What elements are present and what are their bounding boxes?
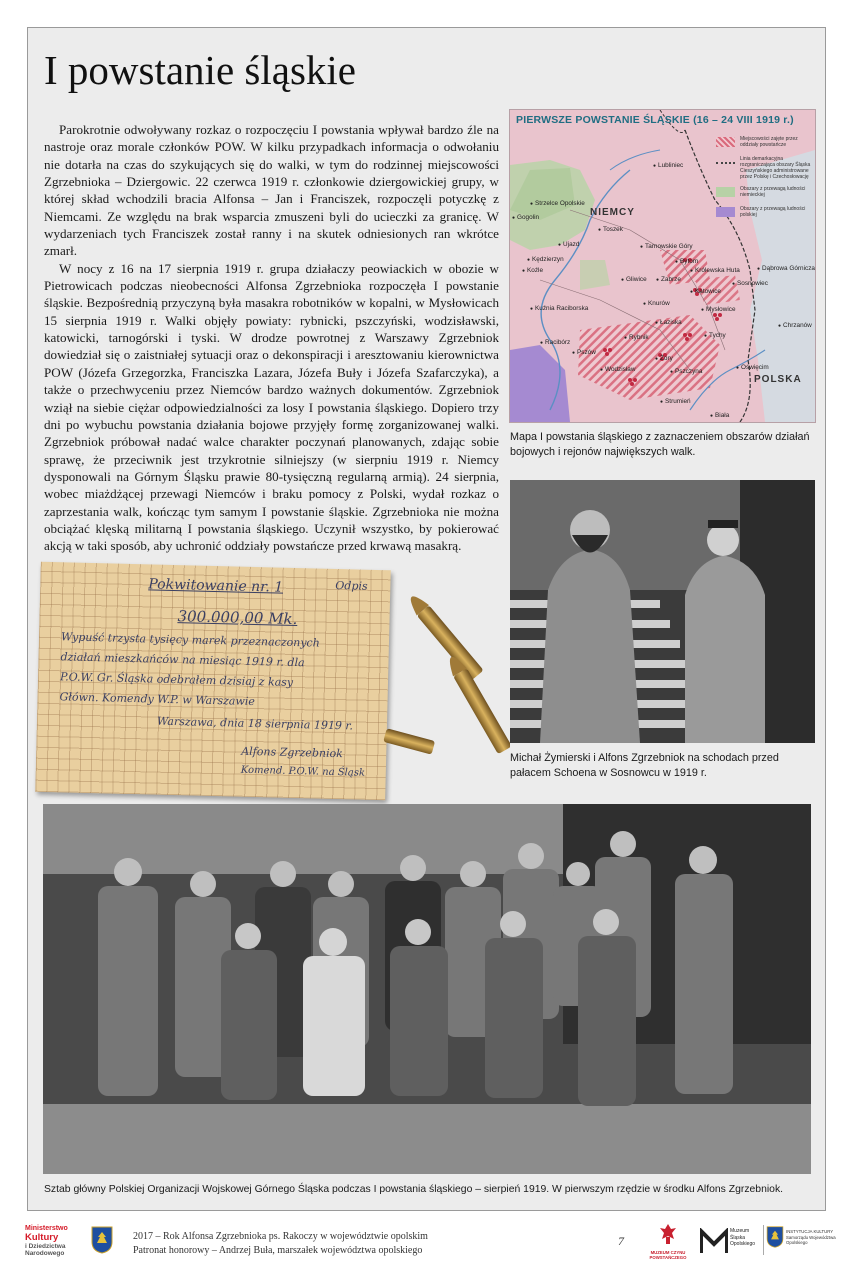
opolskie-coat-of-arms-icon [91, 1226, 113, 1254]
map-town: ● Bytom [675, 258, 698, 265]
doc-line: P.O.W. Gr. Śląska odebrałem dzisiaj z kasy [59, 670, 294, 689]
article-body [44, 121, 499, 555]
doc-line: Warszawa, dnia 18 sierpnia 1919 r. [156, 714, 354, 733]
map-town: ● Kuźnia Raciborska [530, 305, 588, 312]
legend-swatch-polish [716, 207, 735, 217]
doc-line: Wypuść trzysta tysięcy marek przeznaczonych [60, 630, 320, 650]
photo-graphic [510, 480, 815, 743]
map-town: ● Strumień [660, 398, 691, 405]
page-title: I powstanie śląskie [44, 47, 356, 93]
map-label-poland: POLSKA [754, 374, 802, 385]
legend-item: Miejscowości zajęte przez oddziały powstańcze [716, 136, 812, 150]
map-town: ● Chrzanów [778, 322, 812, 329]
eagle-icon [659, 1223, 677, 1245]
legend-swatch-occupied [716, 137, 735, 147]
map-town: ● Toszek [598, 226, 623, 233]
doc-line: Główn. Komendy W.P. w Warszawie [59, 690, 256, 709]
opolskie-coat-of-arms-small-icon [766, 1226, 784, 1248]
photo-pow-headquarters-staff [43, 804, 811, 1174]
legend-item: Obszary z przewagą ludności niemieckiej [716, 186, 812, 200]
map-town: ● Oświęcim [736, 364, 769, 371]
map-town: ● Wodzisław [600, 366, 635, 373]
photo1-caption: Michał Żymierski i Alfons Zgrzebniok na schodach przed pałacem Schoena w Sosnowcu w 1919 r. [510, 752, 779, 779]
legend-swatch-line [716, 162, 735, 164]
map-town: ● Gogolin [512, 214, 539, 221]
map-town: ● Biała [710, 412, 729, 419]
map-town: ● Dąbrowa Górnicza [757, 265, 815, 272]
map-town: ● Żory [655, 355, 673, 362]
ministry-logo: Ministerstwo Kultury i Dziedzictwa Narodowego [25, 1225, 68, 1257]
footer-line-2: Patronat honorowy – Andrzej Buła, marszałek województwa opolskiego [133, 1245, 423, 1256]
map-town: ● Koźle [522, 267, 543, 274]
footer: Ministerstwo Kultury i Dziedzictwa Narodowego 2017 – Rok Alfonsa Zgrzebnioka ps. Rakoczy w województwie opolskim Patronat honorowy – Andrzej Buła, marszałek województwa opolskiego 7 MUZEUM CZYNU POWSTAŃCZEGO Muzeum Śląska Opolskiego INSTYTUCJA KULTURY Samorządu Województwa Opolskiego [25, 1225, 836, 1260]
legend-item: Obszary z przewagą ludności polskiej [716, 206, 812, 220]
map-town: ● Tychy [704, 332, 726, 339]
map-town: ● Katowice [690, 288, 721, 295]
map-town: ● Ujazd [558, 241, 579, 248]
map-title: PIERWSZE POWSTANIE ŚLĄSKIE (16 – 24 VIII 1919 r.) [516, 114, 794, 126]
map-town: ● Racibórz [540, 339, 570, 346]
footer-line-1: 2017 – Rok Alfonsa Zgrzebnioka ps. Rakoczy w województwie opolskim [133, 1231, 428, 1242]
map-town: ● Łaziska [655, 319, 682, 326]
doc-line: Odpis [335, 578, 368, 593]
paragraph: Parokrotnie odwoływany rozkaz o rozpoczęciu I powstania wpływał bardzo źle na nastroje oraz morale członków POW. W kilku przypadkach informacja o odwołaniu nie dotarła na czas do szykujących się do walki, w tym do rodzinnej miejscowości Zgrzebnioka – Dziergowic. 22 czerwca 1919 r. członkowie dziergowickiej grupy, w której skład wchodzili bracia Alfonsa – Jan i Franciszek, rozpoczęli potyczkę z Niemcami. Ze względu na brak wsparcia zmuszeni byli do ucieczki za granicę. W wydarzeniach tych Franciszek został ranny i na skutek odniesionych ran wkrótce zmarł. [44, 122, 499, 259]
receipt-document [35, 562, 391, 800]
map-label-germany: NIEMCY [590, 207, 635, 218]
uprising-map [510, 110, 815, 422]
map-town: ● Pszczyna [670, 368, 702, 375]
map-town: ● Pszów [572, 349, 596, 356]
map-town: ● Gliwice [621, 276, 647, 283]
museum-m-logo-icon [700, 1228, 728, 1254]
map-town: ● Tarnowskie Góry [640, 243, 693, 250]
map-legend [716, 136, 812, 226]
page-number: 7 [618, 1234, 624, 1248]
legend-item: Linia demarkacyjna rozgraniczająca obszary Śląska Cieszyńskiego administrowane przez Polskę i Czechosłowację [716, 156, 812, 180]
map-town: ● Knurów [643, 300, 670, 307]
photo-group-graphic [43, 804, 811, 1174]
footer-text [133, 1230, 428, 1258]
museum-czynu-logo: MUZEUM CZYNU POWSTAŃCZEGO [648, 1223, 688, 1260]
photo2-caption: Sztab główny Polskiej Organizacji Wojskowej Górnego Śląska podczas I powstania śląskiego – sierpień 1919. W pierwszym rzędzie w środku Alfons Zgrzebniok. [44, 1184, 784, 1195]
map-town: ● Kędzierzyn [527, 256, 564, 263]
map-caption: Mapa I powstania śląskiego z zaznaczeniem obszarów działań bojowych i rejonów największych walk. [510, 431, 810, 458]
footer-divider [763, 1225, 764, 1255]
photo-zymierski-zgrzebniok [510, 480, 815, 743]
paragraph: W nocy z 16 na 17 sierpnia 1919 r. grupa działaczy peowiackich w obozie w Pietrowicach podczas nieobecności Alfonsa Zgrzebnioka rozpoczęła I powstanie śląskie. Bezpośrednią przyczyną była masakra robotników w kopalni, w Mysłowicach 15 sierpnia 1919 r. Walki objęły powiaty: rybnicki, pszczyński, wodzisławski, katowicki, tarnogórski i tyski. W drodze powrotnej z Warszawy Zgrzebniok dowiedział się o zaistniałej sytuacji oraz o dekonspiracji i aresztowaniu kierownictwa POW (Józefa Grzegorzka, Franciszka Lazara, Józefa Buły i Józefa Szafarczyka), a także o przechwyceniu przez Niemców bardzo ważnych dokumentów. Zgrzebniok wziął na siebie ciężar odpowiedzialności za losy I powstania śląskiego. Dopiero trzy dni po wybuchu powstania działania bojowe przyjęły formę zorganizowanej walki. Zgrzebniok próbował nadać walce charakter poczynań planowanych, zdając sobie sprawę, że przeciwnik jest trzykrotnie silniejszy (w sierpniu 1919 r. Niemcy dysponowali na Górnym Śląsku prawie 80-tysięczną regularną armią). 24 sierpnia, wobec miażdżącej przewagi Niemców i braku pomocy z Polski, wydał rozkaz o zaprzestania walk, kończąc tym samym I powstanie śląskie. Zgrzebnioka nie można obciążać klęską militarną I powstania śląskiego. Uczynił wszystko, by pokierować akcją w taki sposób, aby uchronić oddziały powstańcze przed krwawą masakrą. [44, 260, 499, 554]
legend-swatch-german [716, 187, 735, 197]
rifle-cartridges-image [360, 585, 510, 795]
map-town: ● Królewska Huta [690, 267, 740, 274]
map-town: ● Lubliniec [653, 162, 683, 169]
doc-line: Alfons Zgrzebniok [241, 744, 343, 761]
doc-line: Pokwitowanie nr. 1 [148, 576, 284, 596]
map-town: ● Rybnik [624, 334, 649, 341]
map-town: ● Strzelce Opolskie [530, 200, 585, 207]
map-town: ● Zabrze [656, 276, 681, 283]
doc-line: 300.000,00 Mk. [177, 607, 298, 629]
map-town: ● Sosnowiec [732, 280, 768, 287]
doc-line: Komend. P.O.W. na Śląsk [240, 764, 366, 779]
doc-line: działań mieszkańców na miesiąc 1919 r. dla [60, 650, 305, 670]
map-town: ● Mysłowice [701, 306, 736, 313]
